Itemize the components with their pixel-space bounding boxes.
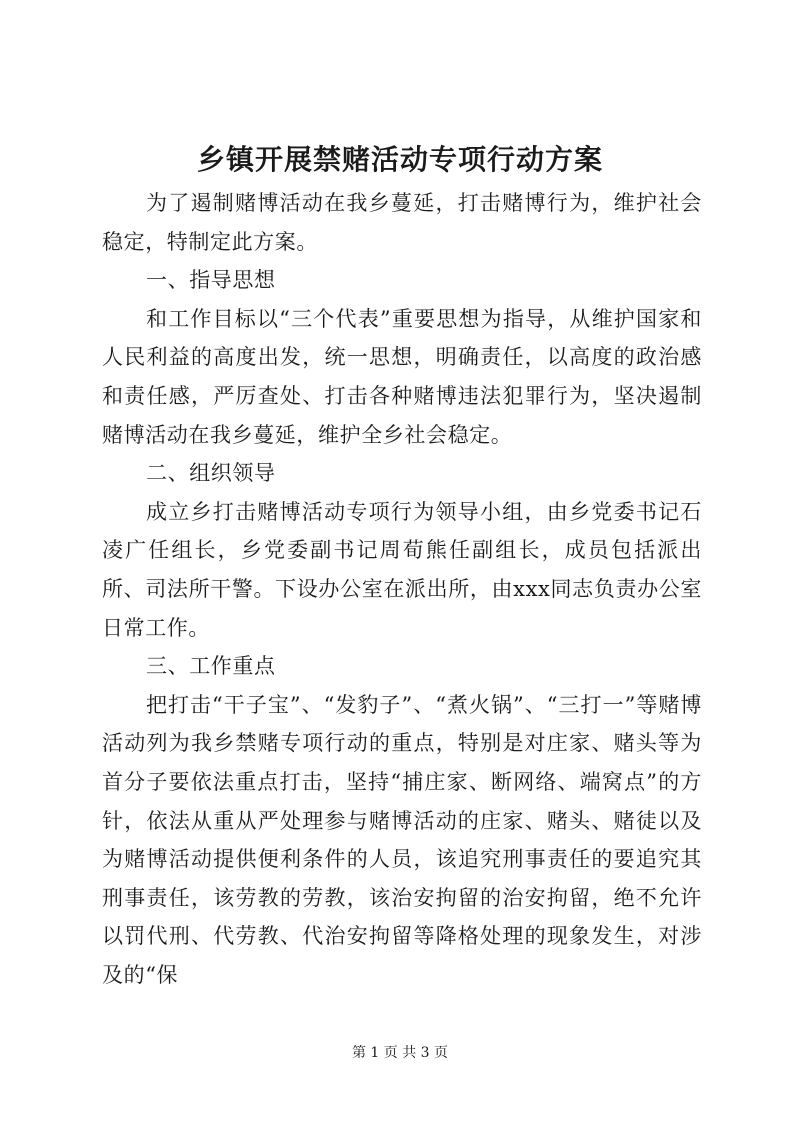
section-heading-organization: 二、组织领导	[146, 461, 276, 486]
work-focus-paragraph: 把打击“干子宝”、“发豹子”、“煮火锅”、“三打一”等赌博活动列为我乡禁赌专项行动的重点，特别是对庄家、赌头等为首分子要依法重点打击，坚持“捕庄家、断网络、端窝点”的方针，依法从重从严处理参与赌博活动的庄家、赌头、赌徒以及为赌博活动提供便利条件的人员，该追究刑事责任的要追究其刑事责任，该劳教的劳教，该治安拘留的治安拘留，绝不允许以罚代刑、代劳教、代治安拘留等降格处理的现象发生，对涉及的“保	[102, 692, 702, 987]
document-title: 乡镇开展禁赌活动专项行动方案	[196, 143, 603, 176]
intro-paragraph: 为了遏制赌博活动在我乡蔓延，打击赌博行为，维护社会稳定，特制定此方案。	[102, 191, 702, 254]
section-heading-work-focus: 三、工作重点	[146, 654, 276, 679]
guiding-ideology-paragraph: 和工作目标以“三个代表”重要思想为指导，从维护国家和人民利益的高度出发，统一思想，明确责任，以高度的政治感和责任感，严厉查处、打击各种赌博违法犯罪行为，坚决遏制赌博活动在我乡蔓延，维护全乡社会稳定。	[102, 306, 702, 447]
document-body	[102, 184, 702, 994]
page-footer: 第 1 页 共 3 页	[351, 1045, 449, 1061]
organization-paragraph: 成立乡打击赌博活动专项行为领导小组，由乡党委书记石凌广任组长，乡党委副书记周荀熊任副组长，成员包括派出所、司法所干警。下设办公室在派出所，由xxx同志负责办公室日常工作。	[102, 499, 702, 640]
section-heading-guiding-ideology: 一、指导思想	[146, 268, 276, 293]
